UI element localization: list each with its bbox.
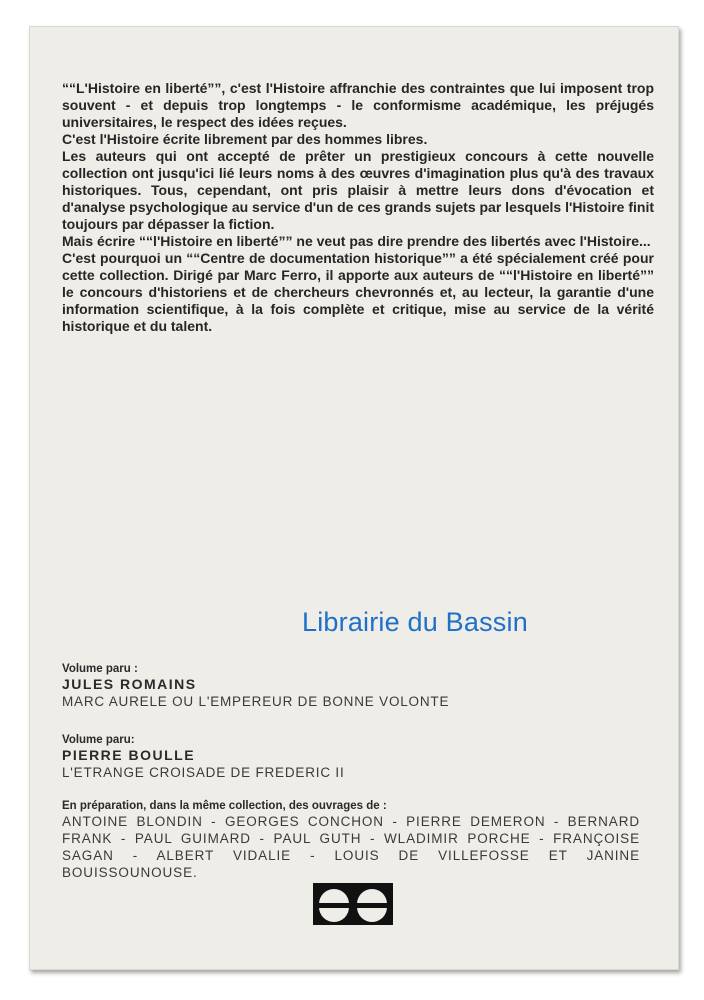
volume-2-title: L'ETRANGE CROISADE DE FREDERIC II	[62, 765, 345, 780]
volume-2-label: Volume paru:	[62, 734, 135, 746]
volume-1-title: MARC AURELE OU L'EMPEREUR DE BONNE VOLONTE	[62, 694, 450, 709]
volume-1-label: Volume paru :	[62, 663, 138, 675]
bookseller-watermark: Librairie du Bassin	[302, 607, 528, 637]
in-preparation	[62, 799, 662, 881]
volume-1-author: JULES ROMAINS	[62, 676, 197, 692]
intro-paragraph-3: Les auteurs qui ont accepté de prêter un prestigieux concours à cette nouvelle collection ont jusqu'ici lié leurs noms à des œuvres d'imagination plus qu'à des travaux historiques. Tous, cependant, ont pris plaisir à mettre leurs dons d'évocation et d'analyse psychologique au service d'un de ces grands sujets par lesquels l'Histoire finit toujours par dépasser la fiction.	[62, 148, 654, 232]
collection-description	[62, 80, 654, 335]
volume-2-author: PIERRE BOULLE	[62, 747, 196, 763]
volume-1	[62, 662, 662, 710]
preparation-label: En préparation, dans la même collection, des ouvrages de :	[62, 800, 387, 812]
preparation-authors: ANTOINE BLONDIN - GEORGES CONCHON - PIERRE DEMERON - BERNARD FRANK - PAUL GUIMARD - PAUL GUTH - WLADIMIR PORCHE - FRANÇOISE SAGAN - ALBERT VIDALIE - LOUIS DE VILLEFOSSE ET JANINE BOUISSOUNOUSE.	[62, 814, 640, 880]
intro-paragraph-5: C'est pourquoi un ““Centre de documentation historique”” a été spécialement créé pour cette collection. Dirigé par Marc Ferro, il apporte aux auteurs de ““l'Histoire en liberté”” le concours d'historiens et de chercheurs chevronnés et, au lecteur, la garantie d'une information scientifique, à la fois complète et critique, mise au service de la vérité historique et du talent.	[62, 250, 654, 334]
volume-2	[62, 733, 662, 781]
intro-paragraph-4: Mais écrire ““l'Histoire en liberté”” ne veut pas dire prendre des libertés avec l'Histoire...	[62, 233, 651, 249]
intro-paragraph-2: C'est l'Histoire écrite librement par des hommes libres.	[62, 131, 428, 147]
intro-paragraph-1: ““L'Histoire en liberté””, c'est l'Histoire affranchie des contraintes que lui imposent trop souvent - et depuis trop longtemps - le conformisme académique, les préjugés universitaires, le respect des idées reçues.	[62, 80, 654, 130]
publisher-logo-icon	[313, 883, 393, 930]
